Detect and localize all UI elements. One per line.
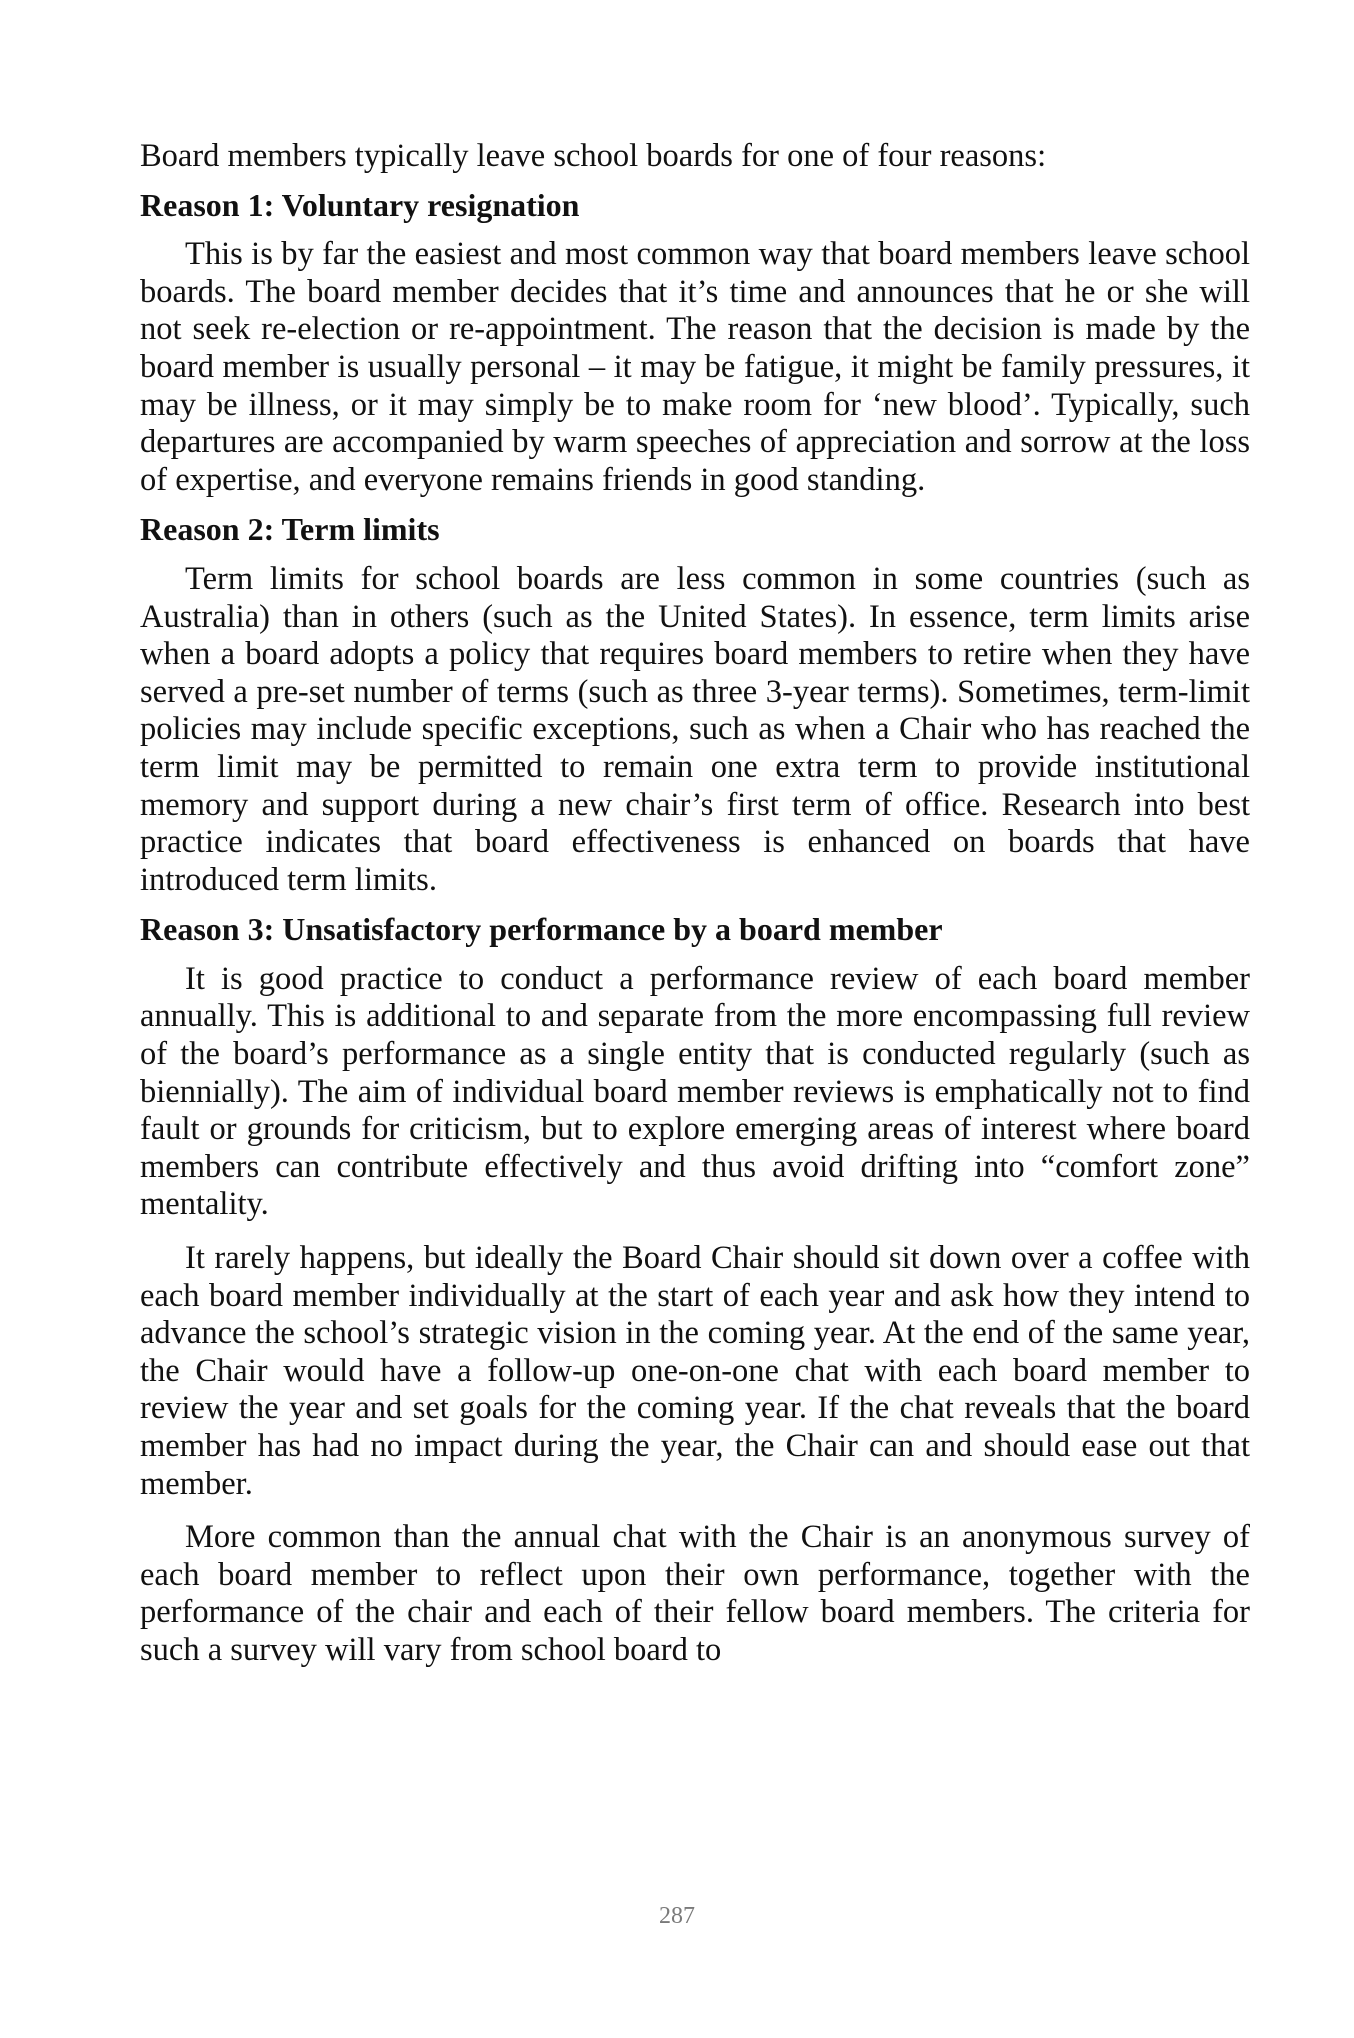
section-heading: Reason 2: Term limits bbox=[140, 511, 440, 548]
page-body bbox=[140, 138, 1250, 1682]
body-paragraph: More common than the annual chat with the Chair is an anonymous survey of each board member to reflect upon their own performance, together with the performance of the chair and each of their fellow board members. The criteria for such a survey will vary from school board to bbox=[140, 1519, 1250, 1668]
section-reason-3 bbox=[140, 911, 1250, 1669]
page-number: 287 bbox=[659, 1903, 695, 1929]
section-reason-1 bbox=[140, 187, 1250, 500]
section-heading: Reason 1: Voluntary resignation bbox=[140, 186, 580, 223]
section-heading: Reason 3: Unsatisfactory performance by a board member bbox=[140, 911, 943, 948]
intro-paragraph: Board members typically leave school boards for one of four reasons: bbox=[140, 138, 1047, 174]
body-paragraph: This is by far the easiest and most common way that board members leave school boards. The board member decides that it’s time and announces that he or she will not seek re-election or re-appointment. The reason that the decision is made by the board member is usually personal – it may be fatigue, it might be family pressures, it may be illness, or it may simply be to make room for ‘new blood’. Typically, such departures are accompanied by warm speeches of appreciation and sorrow at the loss of expertise, and everyone remains friends in good standing. bbox=[140, 236, 1250, 498]
body-paragraph: It is good practice to conduct a performance review of each board member annually. This is additional to and separate from the more encompassing full review of the board’s performance as a single entity that is conducted regularly (such as biennially). The aim of individual board member reviews is emphatically not to find fault or grounds for criticism, but to explore emerging areas of interest where board members can contribute effectively and thus avoid drifting into “comfort zone” mentality. bbox=[140, 960, 1250, 1223]
body-paragraph: Term limits for school boards are less common in some countries (such as Australia) than in others (such as the United States). In essence, term limits arise when a board adopts a policy that requires board members to retire when they have served a pre-set number of terms (such as three 3-year terms). Sometimes, term-limit policies may include specific exceptions, such as when a Chair who has reached the term limit may be permitted to remain one extra term to provide institutional memory and support during a new chair’s first term of office. Research into best practice indicates that board effectiveness is enhanced on boards that have introduced term limits. bbox=[140, 560, 1250, 898]
section-reason-2 bbox=[140, 511, 1250, 899]
body-paragraph: It rarely happens, but ideally the Board Chair should sit down over a coffee with each board member individually at the start of each year and ask how they intend to advance the school’s strategic vision in the coming year. At the end of the same year, the Chair would have a follow-up one-on-one chat with each board member to review the year and set goals for the coming year. If the chat reveals that the board member has had no impact during the year, the Chair can and should ease out that member. bbox=[140, 1240, 1250, 1502]
